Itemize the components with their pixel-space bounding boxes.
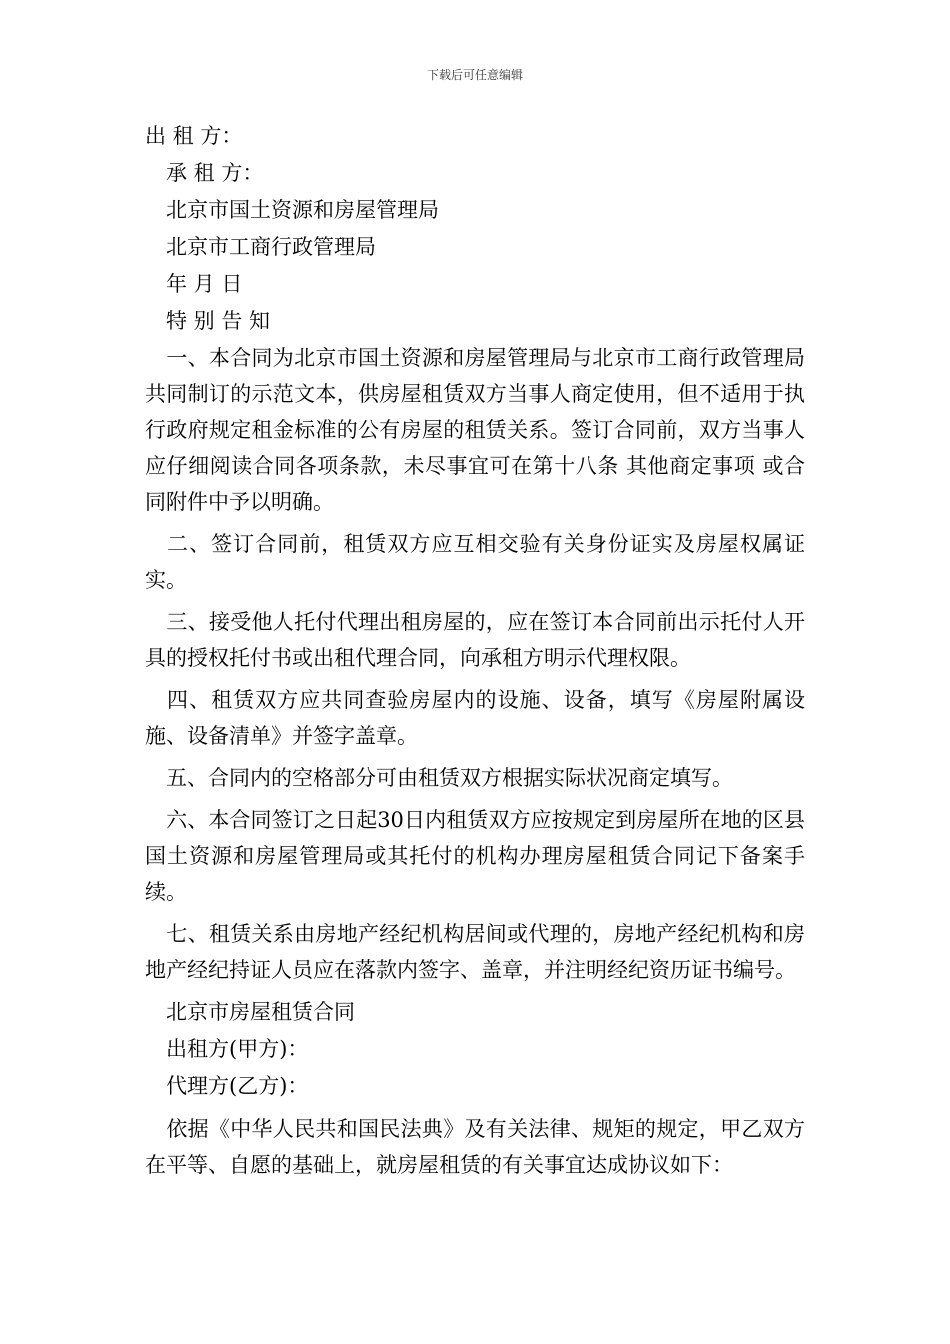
document-body (145, 118, 805, 1183)
notice-item-4: 四、租赁双方应共同查验房屋内的设施、设备，填写《房屋附属设施、设备清单》并签字盖章。 (145, 688, 806, 748)
notice-item-3: 三、接受他人托付代理出租房屋的，应在签订本合同前出示托付人开具的授权托付书或出租代理合同，向承租方明示代理权限。 (145, 610, 806, 670)
issuer-commerce-bureau: 北京市工商行政管理局 (166, 235, 376, 259)
contract-intro: 依据《中华人民共和国民法典》及有关法律、规矩的规定，甲乙双方在平等、自愿的基础上，就房屋租赁的有关事宜达成协议如下： (145, 1117, 806, 1177)
notice-item-2: 二、签订合同前，租赁双方应互相交验有关身份证实及房屋权属证实。 (145, 532, 806, 592)
page-header-note: 下载后可任意编辑 (426, 68, 523, 82)
lessee-line: 承 租 方： (166, 161, 264, 185)
party-a-line: 出租方(甲方)： (166, 1037, 309, 1061)
party-b-line: 代理方(乙方)： (166, 1074, 309, 1098)
date-line: 年 月 日 (166, 272, 243, 296)
issuer-land-bureau: 北京市国土资源和房屋管理局 (166, 198, 439, 222)
notice-item-6: 六、本合同签订之日起30日内租赁双方应按规定到房屋所在地的区县国土资源和房屋管理局或其托付的机构办理房屋租赁合同记下备案手续。 (145, 808, 805, 904)
notice-heading: 特 别 告 知 (166, 309, 271, 333)
notice-item-7: 七、租赁关系由房地产经纪机构居间或代理的，房地产经纪机构和房地产经纪持证人员应在落款内签字、盖章，并注明经纪资历证书编号。 (145, 922, 806, 982)
lessor-line: 出 租 方： (145, 124, 243, 148)
notice-item-5: 五、合同内的空格部分可由租赁双方根据实际状况商定填写。 (166, 766, 733, 790)
notice-item-1: 一、本合同为北京市国土资源和房屋管理局与北京市工商行政管理局共同制订的示范文本，供房屋租赁双方当事人商定使用，但不适用于执行政府规定租金标准的公有房屋的租赁关系。签订合同前，双方当事人应仔细阅读合同各项条款，未尽事宜可在第十八条 其他商定事项 或合同附件中予以明确。 (145, 346, 806, 514)
contract-title: 北京市房屋租赁合同 (166, 1000, 355, 1024)
